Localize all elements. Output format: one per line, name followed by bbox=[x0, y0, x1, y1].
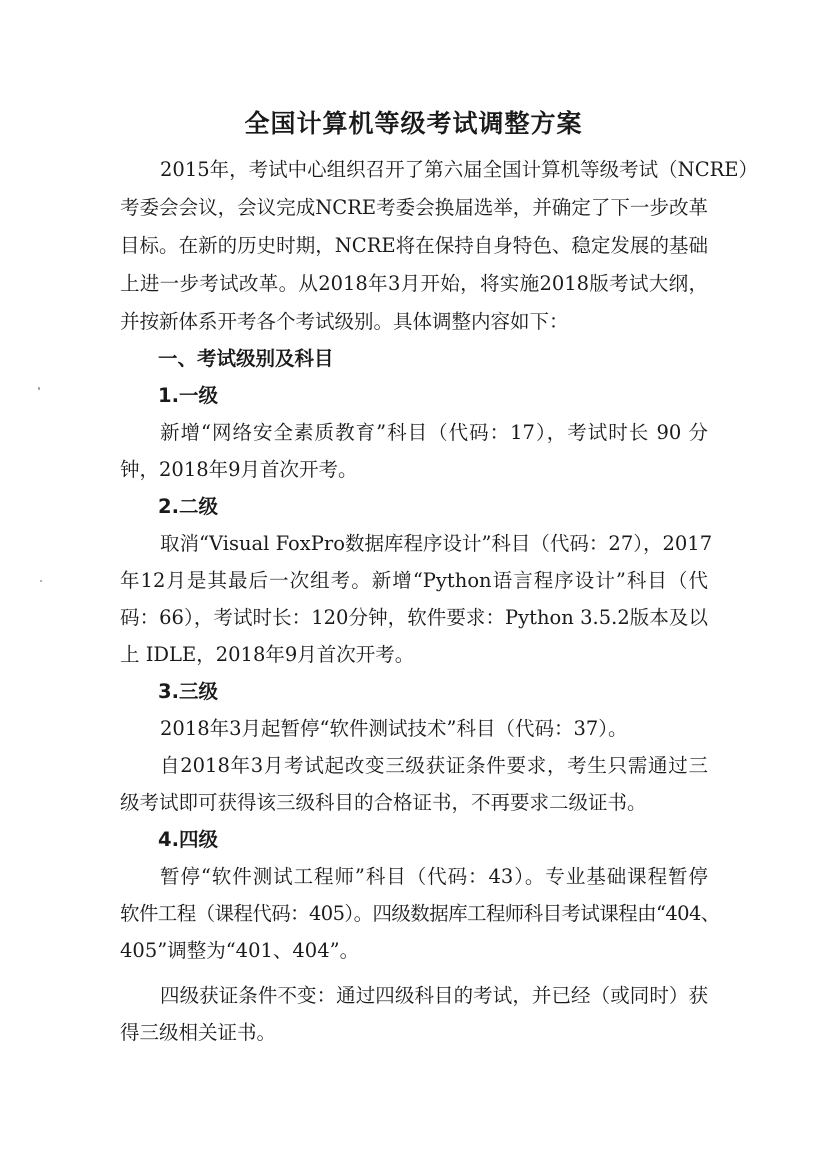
level4-line-5: 得三级相关证书。 bbox=[120, 1021, 277, 1044]
level1-line-1: 新增“网络安全素质教育”科目（代码：17），考试时长 90 分 bbox=[160, 421, 708, 444]
intro-line-4: 上进一步考试改革。从2018年3月开始，将实施2018版考试大纲， bbox=[120, 272, 708, 295]
document-title: 全国计算机等级考试调整方案 bbox=[244, 109, 583, 138]
level4-line-2: 软件工程（课程代码：405）。四级数据库工程师科目考试课程由“404、 bbox=[120, 902, 720, 925]
level2-heading: 2.二级 bbox=[158, 495, 218, 518]
level4-line-1: 暂停“软件测试工程师”科目（代码：43）。专业基础课程暂停 bbox=[160, 865, 708, 888]
intro-line-1: 2015年，考试中心组织召开了第六届全国计算机等级考试（NCRE） bbox=[160, 158, 759, 181]
level4-line-3: 405”调整为“401、404”。 bbox=[120, 939, 360, 962]
intro-line-5: 并按新体系开考各个考试级别。具体调整内容如下： bbox=[120, 310, 569, 333]
level3-line-1: 2018年3月起暂停“软件测试技术”科目（代码：37）。 bbox=[160, 717, 628, 740]
level4-line-4: 四级获证条件不变：通过四级科目的考试，并已经（或同时）获 bbox=[160, 984, 708, 1007]
level4-heading: 4.四级 bbox=[158, 828, 218, 851]
level1-heading: 1.一级 bbox=[158, 384, 218, 407]
level3-line-2: 自2018年3月考试起改变三级获证条件要求，考生只需通过三 bbox=[160, 754, 708, 777]
level2-line-1: 取消“Visual FoxPro数据库程序设计”科目（代码：27），2017 bbox=[160, 532, 713, 555]
intro-line-2: 考委会会议，会议完成NCRE考委会换届选举，并确定了下一步改革 bbox=[120, 196, 708, 219]
section-heading: 一、考试级别及科目 bbox=[158, 347, 334, 370]
level2-line-3: 码：66），考试时长：120分钟，软件要求：Python 3.5.2版本及以 bbox=[120, 606, 708, 629]
level2-line-2: 年12月是其最后一次组考。新增“Python语言程序设计”科目（代 bbox=[120, 569, 708, 592]
scan-speck bbox=[38, 387, 40, 390]
level3-heading: 3.三级 bbox=[158, 680, 218, 703]
level1-line-2: 钟，2018年9月首次开考。 bbox=[120, 458, 358, 481]
level3-line-3: 级考试即可获得该三级科目的合格证书，不再要求二级证书。 bbox=[120, 791, 647, 814]
level2-line-4: 上 IDLE，2018年9月首次开考。 bbox=[120, 643, 415, 666]
intro-line-3: 目标。在新的历史时期，NCRE将在保持自身特色、稳定发展的基础 bbox=[120, 234, 708, 257]
scan-speck bbox=[40, 580, 42, 582]
